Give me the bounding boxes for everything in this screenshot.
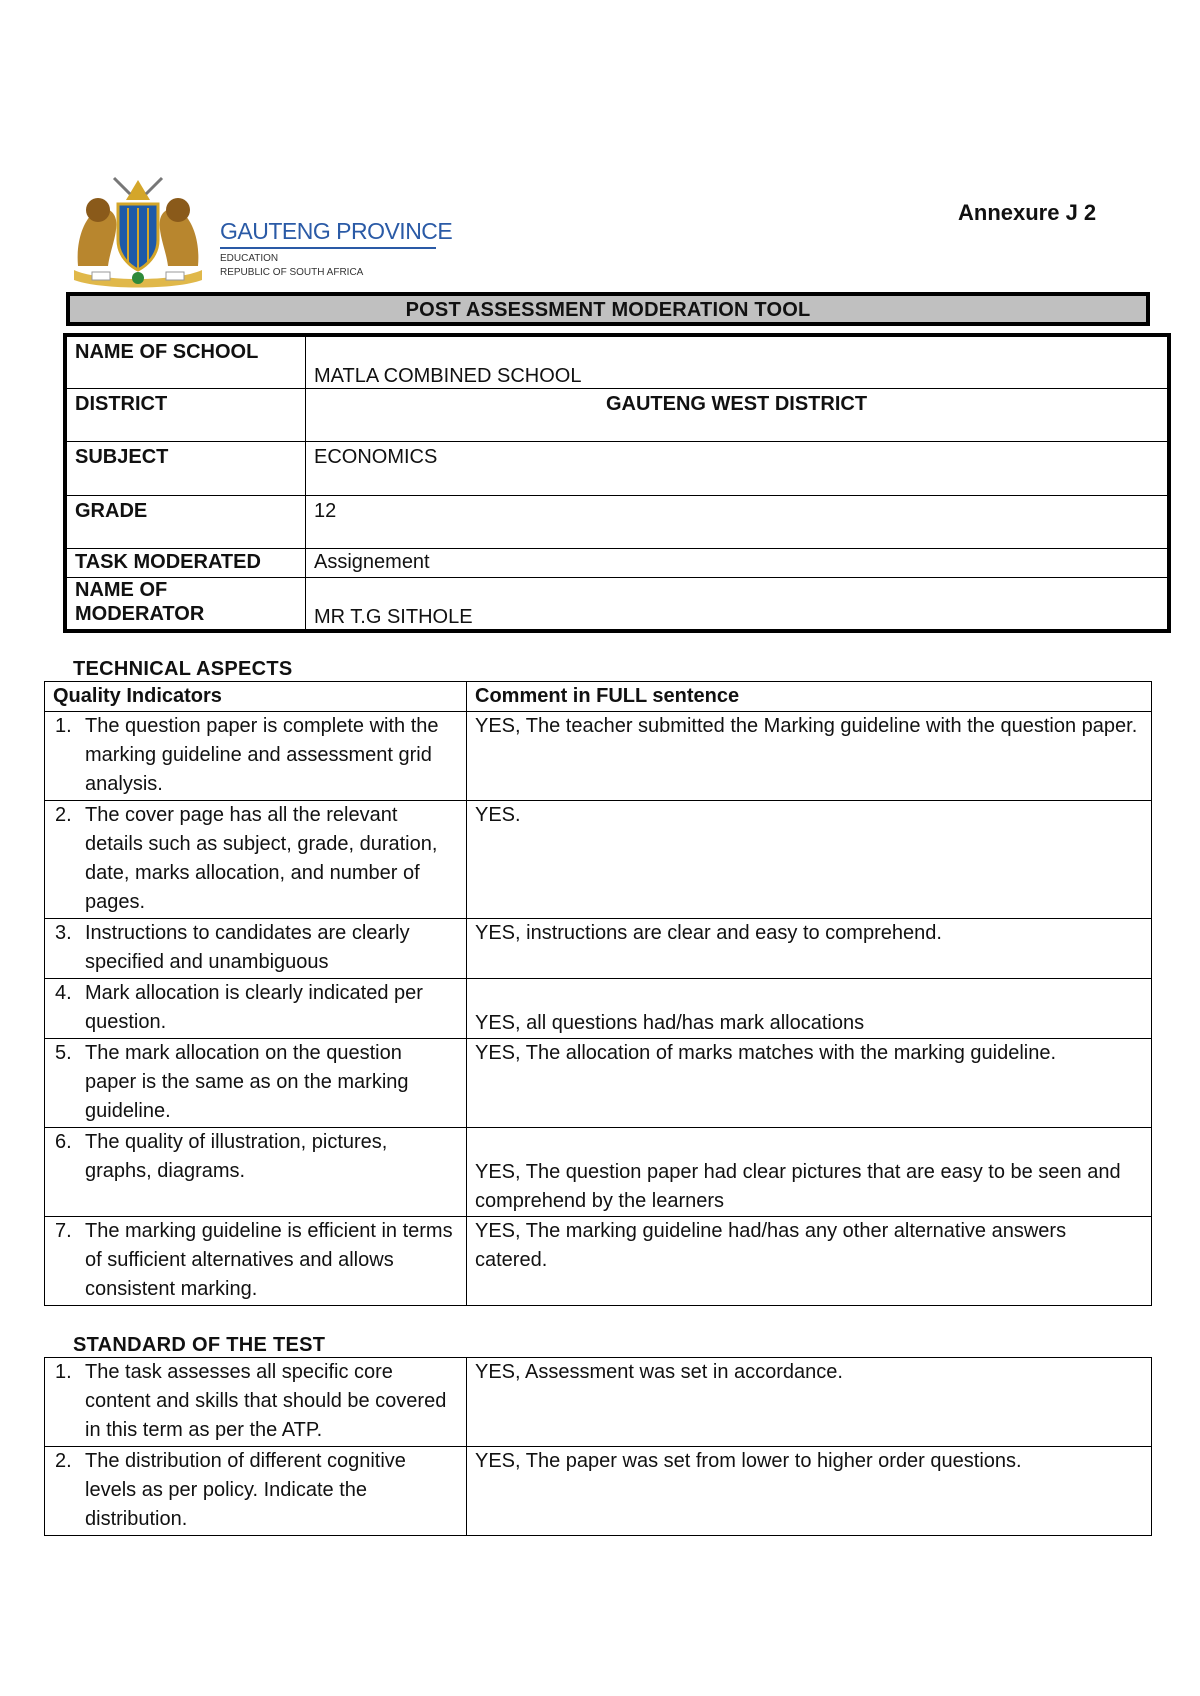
district-label: DISTRICT [65,388,306,441]
table-row [45,1128,1152,1217]
item-number: 2. [55,1450,72,1472]
moderator-value: MR T.G SITHOLE [306,578,1170,631]
logo-line-2: REPUBLIC OF SOUTH AFRICA [220,267,364,278]
item-number: 1. [55,715,72,737]
comment-header: Comment in FULL sentence [467,682,1152,712]
info-row-district [65,388,1169,441]
info-row-grade [65,495,1169,548]
quality-indicators-header: Quality Indicators [45,682,467,712]
technical-section-title: TECHNICAL ASPECTS [73,658,293,680]
grade-label: GRADE [65,495,306,548]
item-number: 4. [55,982,72,1004]
table-row [45,979,1152,1039]
school-info-table [63,333,1171,633]
item-number: 7. [55,1220,72,1242]
comment-text: YES, The teacher submitted the Marking guideline with the question paper. [467,712,1152,801]
standard-section-title: STANDARD OF THE TEST [73,1334,326,1356]
indicator-text: The distribution of different cognitive levels as per policy. Indicate the distribution. [85,1450,406,1530]
table-row [45,1358,1152,1447]
grade-value: 12 [306,495,1170,548]
comment-text: YES, The paper was set from lower to higher order questions. [467,1447,1152,1536]
indicator-text: Mark allocation is clearly indicated per question. [85,982,423,1033]
comment-text: YES, The allocation of marks matches with the marking guideline. [467,1039,1152,1128]
annexure-label: Annexure J 2 [958,200,1097,225]
comment-text: YES, Assessment was set in accordance. [467,1358,1152,1447]
indicator-text: The mark allocation on the question paper is the same as on the marking guideline. [85,1042,409,1122]
comment-text: YES, instructions are clear and easy to comprehend. [467,919,1152,979]
item-number: 2. [55,804,72,826]
moderator-label-line-1: NAME OF [75,579,168,602]
moderator-label-line-2: MODERATOR [75,603,205,626]
comment-text: YES. [467,801,1152,919]
item-number: 6. [55,1131,72,1153]
indicator-text: The task assesses all specific core content and skills that should be covered in this term as per the ATP. [85,1361,447,1441]
indicator-text: The question paper is complete with the marking guideline and assessment grid analysis. [85,715,439,795]
item-number: 5. [55,1042,72,1064]
subject-label: SUBJECT [65,442,306,495]
school-value: MATLA COMBINED SCHOOL [306,335,1170,388]
comment-text: YES, all questions had/has mark allocations [467,979,1152,1039]
table-row [45,919,1152,979]
gauteng-education-logo [70,174,453,290]
comment-text: YES, The marking guideline had/has any other alternative answers catered. [467,1217,1152,1306]
logo-line-1: EDUCATION [220,253,279,264]
info-row-moderator [65,578,1169,631]
logo-underline [220,247,436,249]
info-row-task [65,549,1169,578]
indicator-text: The cover page has all the relevant details such as subject, grade, duration, date, marks allocation, and number of pages. [85,804,438,913]
comment-text: YES, The question paper had clear pictures that are easy to be seen and comprehend by the learners [467,1128,1152,1217]
item-number: 3. [55,922,72,944]
moderator-label [65,578,306,631]
table-row [45,1447,1152,1536]
technical-aspects-table [44,681,1152,1306]
standard-of-test-table [44,1357,1152,1536]
info-row-school [65,335,1169,388]
task-value: Assignement [306,549,1170,578]
task-label: TASK MODERATED [65,549,306,578]
table-row [45,1039,1152,1128]
subject-value: ECONOMICS [306,442,1170,495]
technical-header-row [45,682,1152,712]
school-label: NAME OF SCHOOL [65,335,306,388]
table-row [45,1217,1152,1306]
indicator-text: The marking guideline is efficient in terms of sufficient alternatives and allows consistent marking. [85,1220,453,1300]
indicator-text: The quality of illustration, pictures, graphs, diagrams. [85,1131,388,1182]
logo-province-name: GAUTENG PROVINCE [220,218,453,244]
table-row [45,712,1152,801]
district-value: GAUTENG WEST DISTRICT [306,388,1170,441]
indicator-text: Instructions to candidates are clearly specified and unambiguous [85,922,410,973]
info-row-subject [65,442,1169,495]
item-number: 1. [55,1361,72,1383]
table-row [45,801,1152,919]
document-title: POST ASSESSMENT MODERATION TOOL [66,292,1150,326]
